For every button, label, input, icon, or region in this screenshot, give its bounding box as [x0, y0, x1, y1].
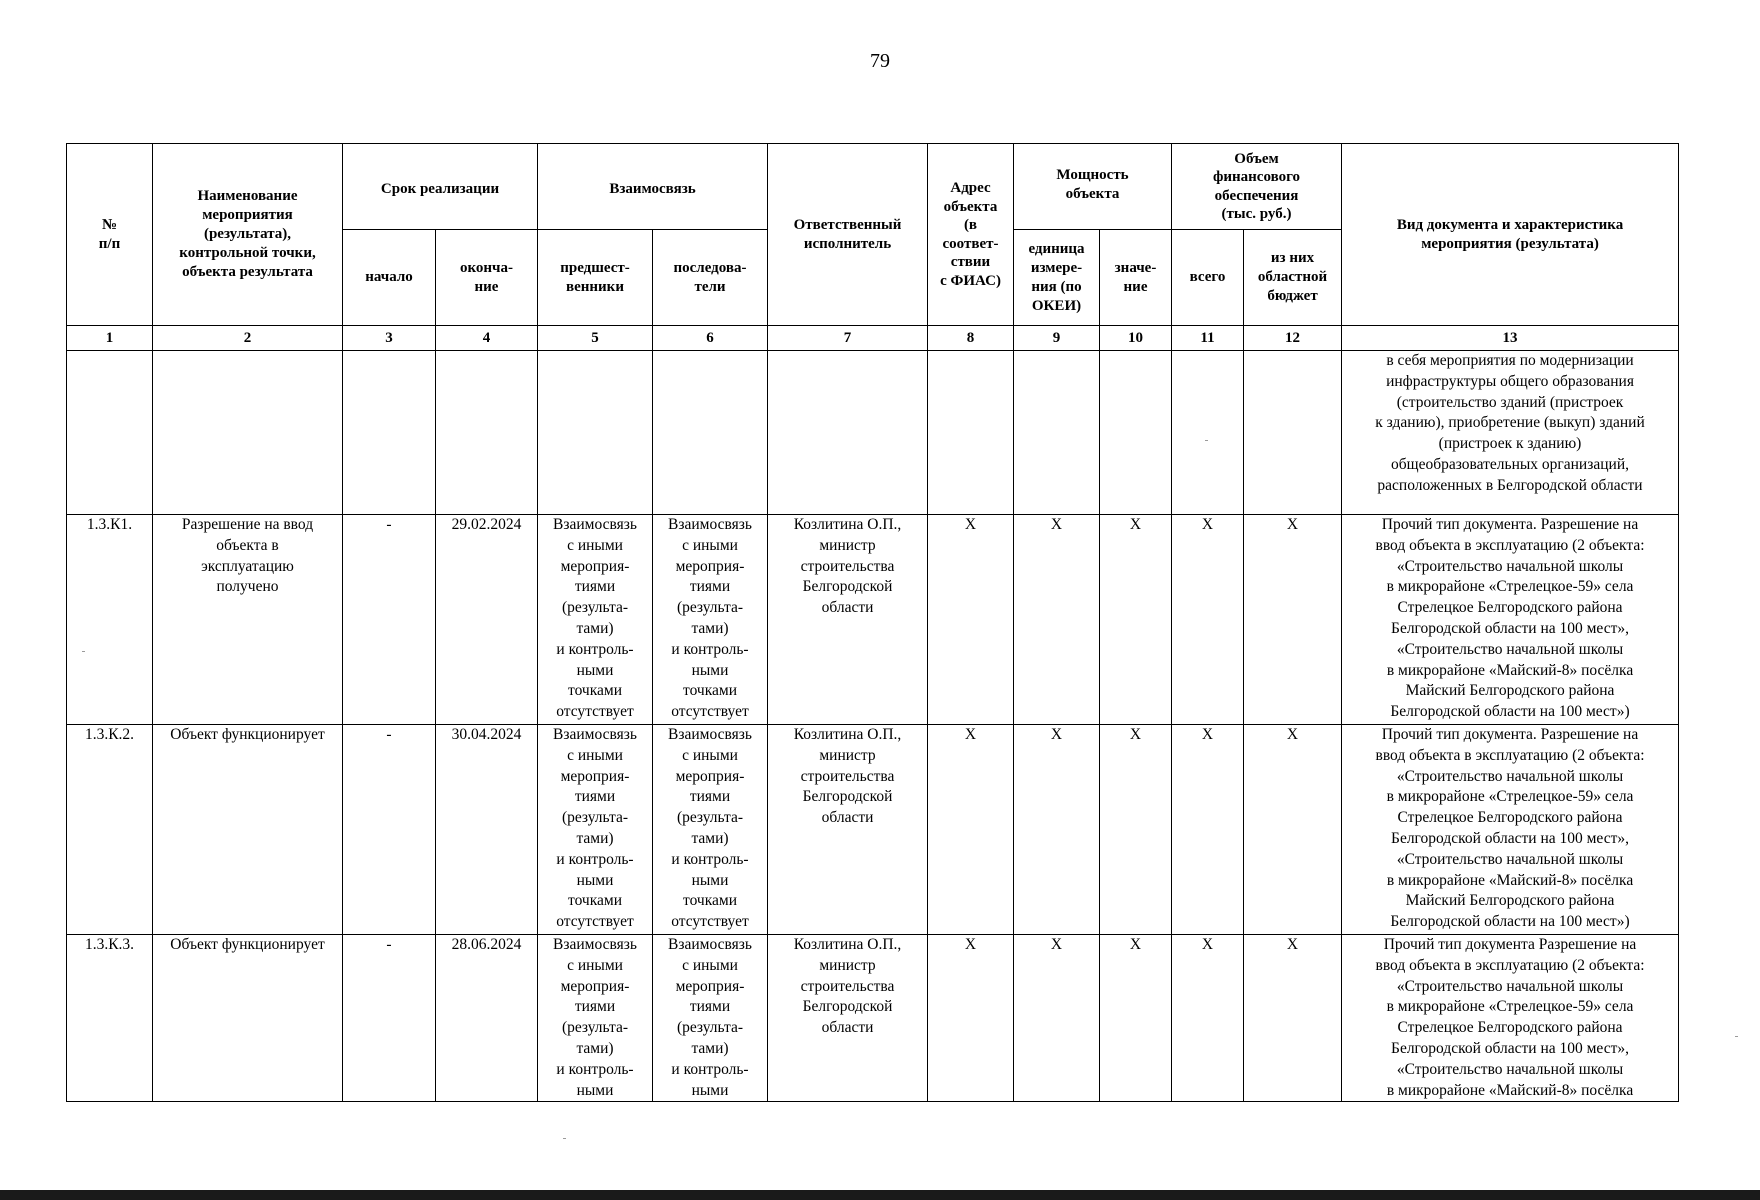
row-next: [653, 351, 768, 515]
column-number: 8: [928, 326, 1014, 351]
header-link-prev: предшест- венники: [538, 230, 653, 326]
row-regional: [1244, 351, 1342, 515]
row-value: Х: [1100, 725, 1172, 935]
header-term: Срок реализации: [343, 144, 538, 230]
row-unit: [1014, 351, 1100, 515]
row-regional: Х: [1244, 725, 1342, 935]
row-start: [343, 351, 436, 515]
column-number: 5: [538, 326, 653, 351]
column-number: 11: [1172, 326, 1244, 351]
row-name: [153, 351, 343, 515]
row-start: -: [343, 725, 436, 935]
row-end: 30.04.2024: [436, 725, 538, 935]
column-number: 4: [436, 326, 538, 351]
row-name: Разрешение на ввод объекта в эксплуатацию получено: [153, 515, 343, 725]
column-number: 12: [1244, 326, 1342, 351]
row-value: Х: [1100, 515, 1172, 725]
row-doc: в себя мероприятия по модернизации инфраструктуры общего образования (строительство зданий (пристроек к зданию), приобретение (выкуп) зданий (пристроек к зданию) общеобразовательных организаций, расположенных в Белгородской области: [1342, 351, 1679, 515]
activities-table: [66, 143, 1679, 1102]
row-responsible: Козлитина О.П., министр строительства Белгородской области: [768, 725, 928, 935]
row-name: Объект функционирует: [153, 725, 343, 935]
table-header: [67, 144, 1679, 351]
page-number: 79: [870, 50, 890, 72]
table-row: [67, 935, 1679, 1102]
row-end: 29.02.2024: [436, 515, 538, 725]
header-finance: Объем финансового обеспечения (тыс. руб.): [1172, 144, 1342, 230]
row-next: Взаимосвязь с иными мероприя- тиями (результа- тами) и контроль- ными: [653, 935, 768, 1102]
table-row: [67, 725, 1679, 935]
row-unit: Х: [1014, 725, 1100, 935]
row-total: Х: [1172, 515, 1244, 725]
row-next: Взаимосвязь с иными мероприя- тиями (результа- тами) и контроль- ными точками отсутствует: [653, 515, 768, 725]
table-row: [67, 515, 1679, 725]
column-number: 13: [1342, 326, 1679, 351]
column-number: 3: [343, 326, 436, 351]
row-prev: Взаимосвязь с иными мероприя- тиями (результа- тами) и контроль- ными точками отсутствует: [538, 515, 653, 725]
scan-speck: [1735, 1036, 1738, 1037]
row-value: [1100, 351, 1172, 515]
row-prev: Взаимосвязь с иными мероприя- тиями (результа- тами) и контроль- ными точками отсутствует: [538, 725, 653, 935]
header-finance-total: всего: [1172, 230, 1244, 326]
column-number-row: [67, 326, 1679, 351]
header-capacity: Мощность объекта: [1014, 144, 1172, 230]
row-address: Х: [928, 935, 1014, 1102]
row-id: 1.3.К.3.: [67, 935, 153, 1102]
row-value: Х: [1100, 935, 1172, 1102]
row-end: 28.06.2024: [436, 935, 538, 1102]
row-unit: Х: [1014, 515, 1100, 725]
row-next: Взаимосвязь с иными мероприя- тиями (результа- тами) и контроль- ными точками отсутствует: [653, 725, 768, 935]
row-responsible: Козлитина О.П., министр строительства Белгородской области: [768, 515, 928, 725]
scan-speck: [563, 1138, 566, 1139]
table-row: [67, 351, 1679, 515]
row-id: 1.3.К.2.: [67, 725, 153, 935]
row-regional: Х: [1244, 515, 1342, 725]
scan-edge-bar: [0, 1190, 1760, 1200]
row-end: [436, 351, 538, 515]
scan-speck: [1205, 440, 1208, 441]
row-total: Х: [1172, 935, 1244, 1102]
column-number: 2: [153, 326, 343, 351]
column-number: 6: [653, 326, 768, 351]
row-total: Х: [1172, 725, 1244, 935]
row-id: [67, 351, 153, 515]
header-doc: Вид документа и характеристика мероприятия (результата): [1342, 144, 1679, 326]
row-start: -: [343, 515, 436, 725]
row-responsible: Козлитина О.П., министр строительства Белгородской области: [768, 935, 928, 1102]
row-id: 1.3.К1.: [67, 515, 153, 725]
row-address: Х: [928, 515, 1014, 725]
row-prev: [538, 351, 653, 515]
header-link: Взаимосвязь: [538, 144, 768, 230]
column-number: 9: [1014, 326, 1100, 351]
header-responsible: Ответственный исполнитель: [768, 144, 928, 326]
header-address: Адрес объекта (в соответ- ствии с ФИАС): [928, 144, 1014, 326]
header-capacity-value: значе- ние: [1100, 230, 1172, 326]
row-name: Объект функционирует: [153, 935, 343, 1102]
header-num: № п/п: [67, 144, 153, 326]
scan-speck: [82, 651, 85, 652]
table-body: [67, 351, 1679, 1102]
column-number: 7: [768, 326, 928, 351]
row-regional: Х: [1244, 935, 1342, 1102]
row-address: [928, 351, 1014, 515]
header-name: Наименование мероприятия (результата), контрольной точки, объекта результата: [153, 144, 343, 326]
row-start: -: [343, 935, 436, 1102]
header-term-start: начало: [343, 230, 436, 326]
header-capacity-unit: единица измере- ния (по ОКЕИ): [1014, 230, 1100, 326]
row-doc: Прочий тип документа. Разрешение на ввод объекта в эксплуатацию (2 объекта: «Строительство начальной школы в микрорайоне «Стрелецкое-59» села Стрелецкое Белгородского района Белгородской области на 100 мест», «Строительство начальной школы в микрорайоне «Майский-8» посёлка Майский Белгородского района Белгородской области на 100 мест»): [1342, 725, 1679, 935]
header-finance-regional: из них областной бюджет: [1244, 230, 1342, 326]
column-number: 1: [67, 326, 153, 351]
row-address: Х: [928, 725, 1014, 935]
column-number: 10: [1100, 326, 1172, 351]
row-unit: Х: [1014, 935, 1100, 1102]
row-doc: Прочий тип документа. Разрешение на ввод объекта в эксплуатацию (2 объекта: «Строительство начальной школы в микрорайоне «Стрелецкое-59» села Стрелецкое Белгородского района Белгородской области на 100 мест», «Строительство начальной школы в микрорайоне «Майский-8» посёлка Майский Белгородского района Белгородской области на 100 мест»): [1342, 515, 1679, 725]
row-doc: Прочий тип документа Разрешение на ввод объекта в эксплуатацию (2 объекта: «Строительство начальной школы в микрорайоне «Стрелецкое-59» села Стрелецкое Белгородского района Белгородской области на 100 мест», «Строительство начальной школы в микрорайоне «Майский-8» посёлка: [1342, 935, 1679, 1102]
row-prev: Взаимосвязь с иными мероприя- тиями (результа- тами) и контроль- ными: [538, 935, 653, 1102]
row-total: [1172, 351, 1244, 515]
header-link-next: последова- тели: [653, 230, 768, 326]
header-term-end: оконча- ние: [436, 230, 538, 326]
row-responsible: [768, 351, 928, 515]
